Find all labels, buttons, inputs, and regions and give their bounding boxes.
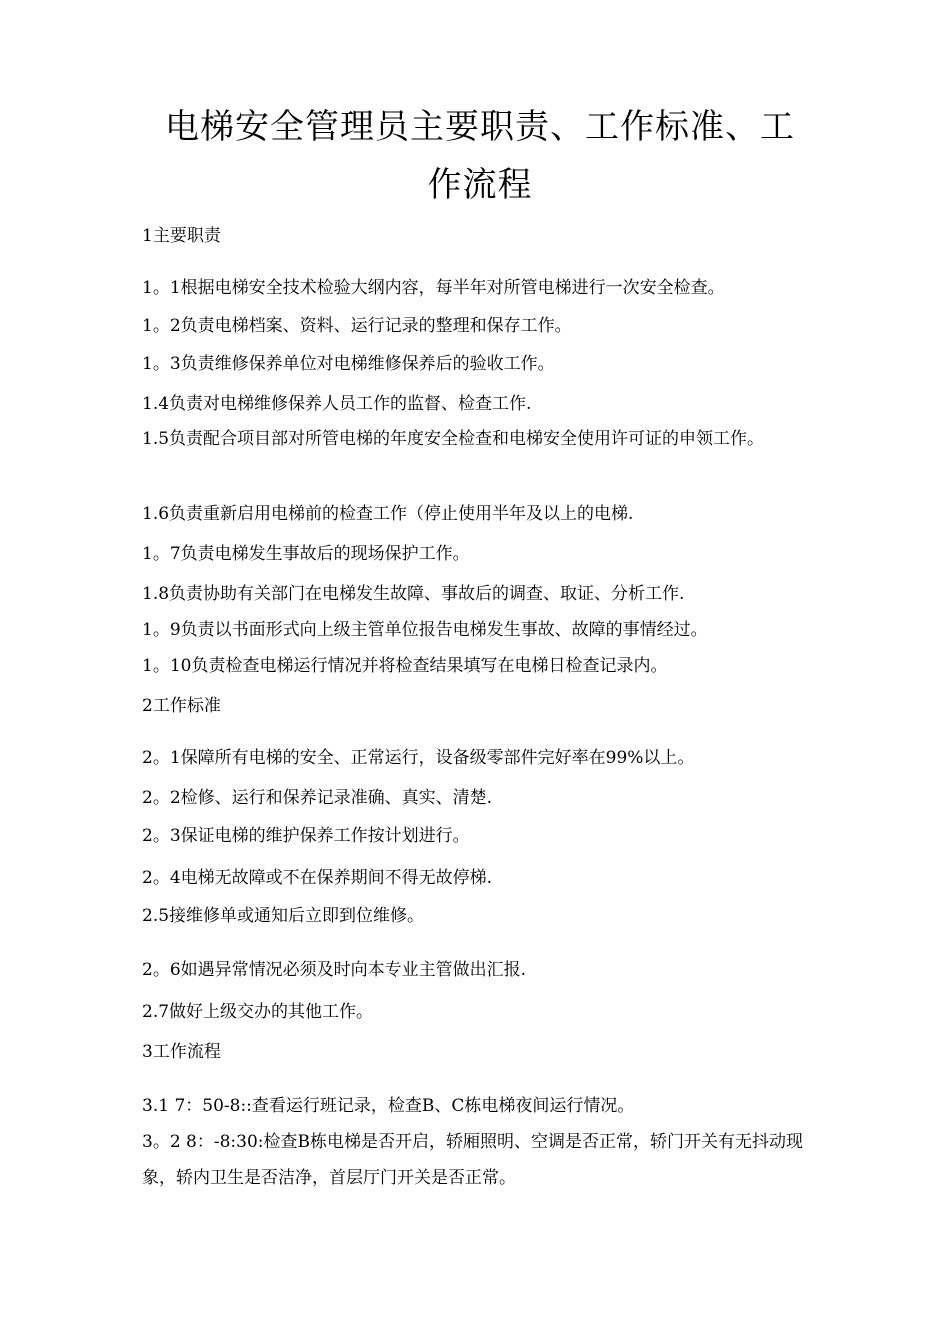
list-item: 3.1 7：50-8::查看运行班记录，检查B、C栋电梯夜间运行情况。 xyxy=(142,1096,635,1116)
section-heading: 2工作标准 xyxy=(142,696,221,716)
list-item: 1。2负责电梯档案、资料、运行记录的整理和保存工作。 xyxy=(142,316,572,336)
list-item: 1.5负责配合项目部对所管电梯的年度安全检查和电梯安全使用许可证的申领工作。 xyxy=(142,429,765,449)
list-item: 2。3保证电梯的维护保养工作按计划进行。 xyxy=(142,826,470,846)
document-title: 电梯安全管理员主要职责、工作标准、工作流程 xyxy=(165,107,795,205)
list-item: 1。10负责检查电梯运行情况并将检查结果填写在电梯日检查记录内。 xyxy=(142,656,668,676)
list-item: 3。2 8：-8:30:检查B栋电梯是否开启，轿厢照明、空调是否正常，轿门开关有无抖动现象，轿内卫生是否洁净，首层厅门开关是否正常。 xyxy=(142,1132,803,1188)
list-item: 2。2检修、运行和保养记录准确、真实、清楚. xyxy=(142,788,493,808)
list-item: 1。1根据电梯安全技术检验大纲内容，每半年对所管电梯进行一次安全检查。 xyxy=(142,278,725,298)
list-item: 2。6如遇异常情况必须及时向本专业主管做出汇报. xyxy=(142,960,527,980)
list-item: 1.4负责对电梯维修保养人员工作的监督、检查工作. xyxy=(142,394,532,414)
list-item: 2。1保障所有电梯的安全、正常运行，设备级零部件完好率在99%以上。 xyxy=(142,748,695,768)
list-item: 2.7做好上级交办的其他工作。 xyxy=(142,1002,374,1022)
section-heading: 1主要职责 xyxy=(142,226,221,246)
list-item: 1.6负责重新启用电梯前的检查工作（停止使用半年及以上的电梯. xyxy=(142,504,634,524)
list-item: 1.8负责协助有关部门在电梯发生故障、事故后的调查、取证、分析工作. xyxy=(142,584,685,604)
list-item: 1。7负责电梯发生事故后的现场保护工作。 xyxy=(142,544,470,564)
list-item: 2。4电梯无故障或不在保养期间不得无故停梯. xyxy=(142,868,493,888)
list-item: 1。3负责维修保养单位对电梯维修保养后的验收工作。 xyxy=(142,354,555,374)
list-item: 2.5接维修单或通知后立即到位维修。 xyxy=(142,906,425,926)
section-heading: 3工作流程 xyxy=(142,1042,221,1062)
list-item: 1。9负责以书面形式向上级主管单位报告电梯发生事故、故障的事情经过。 xyxy=(142,620,708,640)
